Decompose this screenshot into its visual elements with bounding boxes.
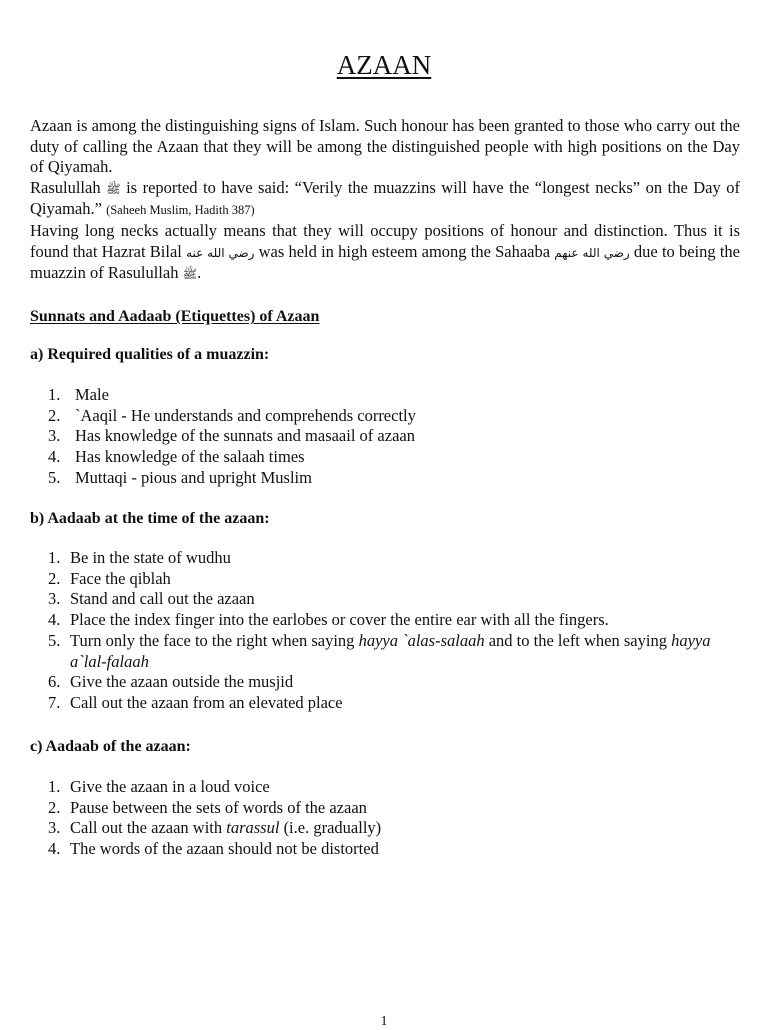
list-number: 5. <box>48 630 61 650</box>
list-item <box>30 631 740 672</box>
list-item <box>30 839 740 860</box>
arabic-transliteration: hayya a`lal-falaah <box>70 630 711 671</box>
list-item <box>30 468 740 489</box>
list-item-text: Be in the state of wudhu <box>70 548 231 567</box>
list-item <box>30 693 740 714</box>
list-item <box>30 589 740 610</box>
intro-paragraph-2 <box>30 178 740 221</box>
intro-text-span: was held in high esteem among the Sahaaba <box>254 241 555 261</box>
arabic-phrase: رضي الله عنه <box>186 245 255 260</box>
list-number: 4. <box>48 447 61 467</box>
section-b-list <box>30 548 740 714</box>
section-c-heading: c) Aadaab of the azaan: <box>30 738 191 755</box>
list-item-text: Call out the azaan with <box>70 818 227 838</box>
list-item <box>30 610 740 631</box>
list-item <box>30 798 740 819</box>
list-item <box>30 569 740 590</box>
section-a-list <box>30 385 740 489</box>
list-item <box>30 385 740 406</box>
list-item-text: Give the azaan outside the musjid <box>70 672 294 692</box>
list-item-text: Call out the azaan from an elevated place <box>70 692 343 712</box>
list-number: 4. <box>48 839 61 859</box>
list-item <box>30 672 740 693</box>
list-item <box>30 818 740 839</box>
list-item-text: Face the qiblah <box>70 568 171 588</box>
section-heading: Sunnats and Aadaab (Etiquettes) of Azaan <box>30 308 320 325</box>
page-number: 1 <box>380 1014 388 1029</box>
list-item-text: Has knowledge of the sunnats and masaail of azaan <box>75 426 415 446</box>
list-item-text: Give the azaan in a loud voice <box>70 777 270 796</box>
list-number: 1. <box>48 777 61 796</box>
list-item-text: Has knowledge of the salaah times <box>75 447 305 467</box>
list-item-text: `Aaqil - He understands and comprehends correctly <box>75 405 416 425</box>
list-number: 1. <box>48 548 61 567</box>
section-b-heading: b) Aadaab at the time of the azaan: <box>30 510 270 527</box>
list-item-text: (i.e. gradually) <box>279 818 382 838</box>
list-item-text: Male <box>75 385 109 404</box>
intro-text-span: Rasulullah <box>30 177 107 197</box>
list-item <box>30 447 740 468</box>
intro-text-span: Having long necks actually means that they will occupy positions of honour and distinction. Thus it is found that Hazrat Bilal <box>30 220 740 261</box>
arabic-transliteration: tarassul <box>226 818 280 838</box>
list-number: 1. <box>48 385 61 404</box>
section-a-heading: a) Required qualities of a muazzin: <box>30 346 270 363</box>
list-number: 3. <box>48 589 61 609</box>
list-item-text: The words of the azaan should not be distorted <box>70 839 379 859</box>
arabic-phrase: رضي الله عنهم <box>554 245 630 260</box>
list-number: 7. <box>48 692 61 712</box>
intro-paragraph-3 <box>30 221 740 285</box>
list-number: 6. <box>48 672 61 692</box>
salutation-glyph: ﷺ <box>106 181 121 196</box>
intro-text-span: is reported to have said: “Verily the muazzins will have the “longest necks” on the Day of Qiyamah.” <box>30 177 740 219</box>
list-item <box>30 548 740 569</box>
list-number: 4. <box>48 610 61 630</box>
salutation-glyph: ﷺ <box>182 267 198 282</box>
list-number: 3. <box>48 426 61 446</box>
list-number: 3. <box>48 818 61 838</box>
list-number: 5. <box>48 467 61 487</box>
list-item-text: and to the left when saying <box>484 630 672 650</box>
list-item <box>30 777 740 798</box>
list-number: 2. <box>48 797 61 817</box>
intro-text-span: due to being the muazzin of Rasulullah <box>30 241 740 283</box>
intro-text-span: . <box>197 263 202 283</box>
intro-text <box>30 116 740 285</box>
page-title: AZAAN <box>336 50 432 80</box>
section-c-list <box>30 777 740 860</box>
list-item-text: Stand and call out the azaan <box>70 589 255 609</box>
list-item-text: Place the index finger into the earlobes or cover the entire ear with all the fingers. <box>70 610 609 630</box>
list-item-text: Muttaqi - pious and upright Muslim <box>75 467 312 487</box>
list-item-text: Turn only the face to the right when saying <box>70 630 359 650</box>
intro-paragraph-1: Azaan is among the distinguishing signs of Islam. Such honour has been granted to those who carry out the duty of calling the Azaan that they will be among the distinguished people with high positions on the Day of Qiyamah. <box>30 116 740 177</box>
list-item <box>30 426 740 447</box>
list-item-text: Pause between the sets of words of the azaan <box>70 797 367 817</box>
list-item <box>30 406 740 427</box>
list-number: 2. <box>48 405 61 425</box>
list-number: 2. <box>48 568 61 588</box>
arabic-transliteration: hayya `alas-salaah <box>358 630 485 650</box>
hadith-reference: (Saheeh Muslim, Hadith 387) <box>106 203 255 218</box>
